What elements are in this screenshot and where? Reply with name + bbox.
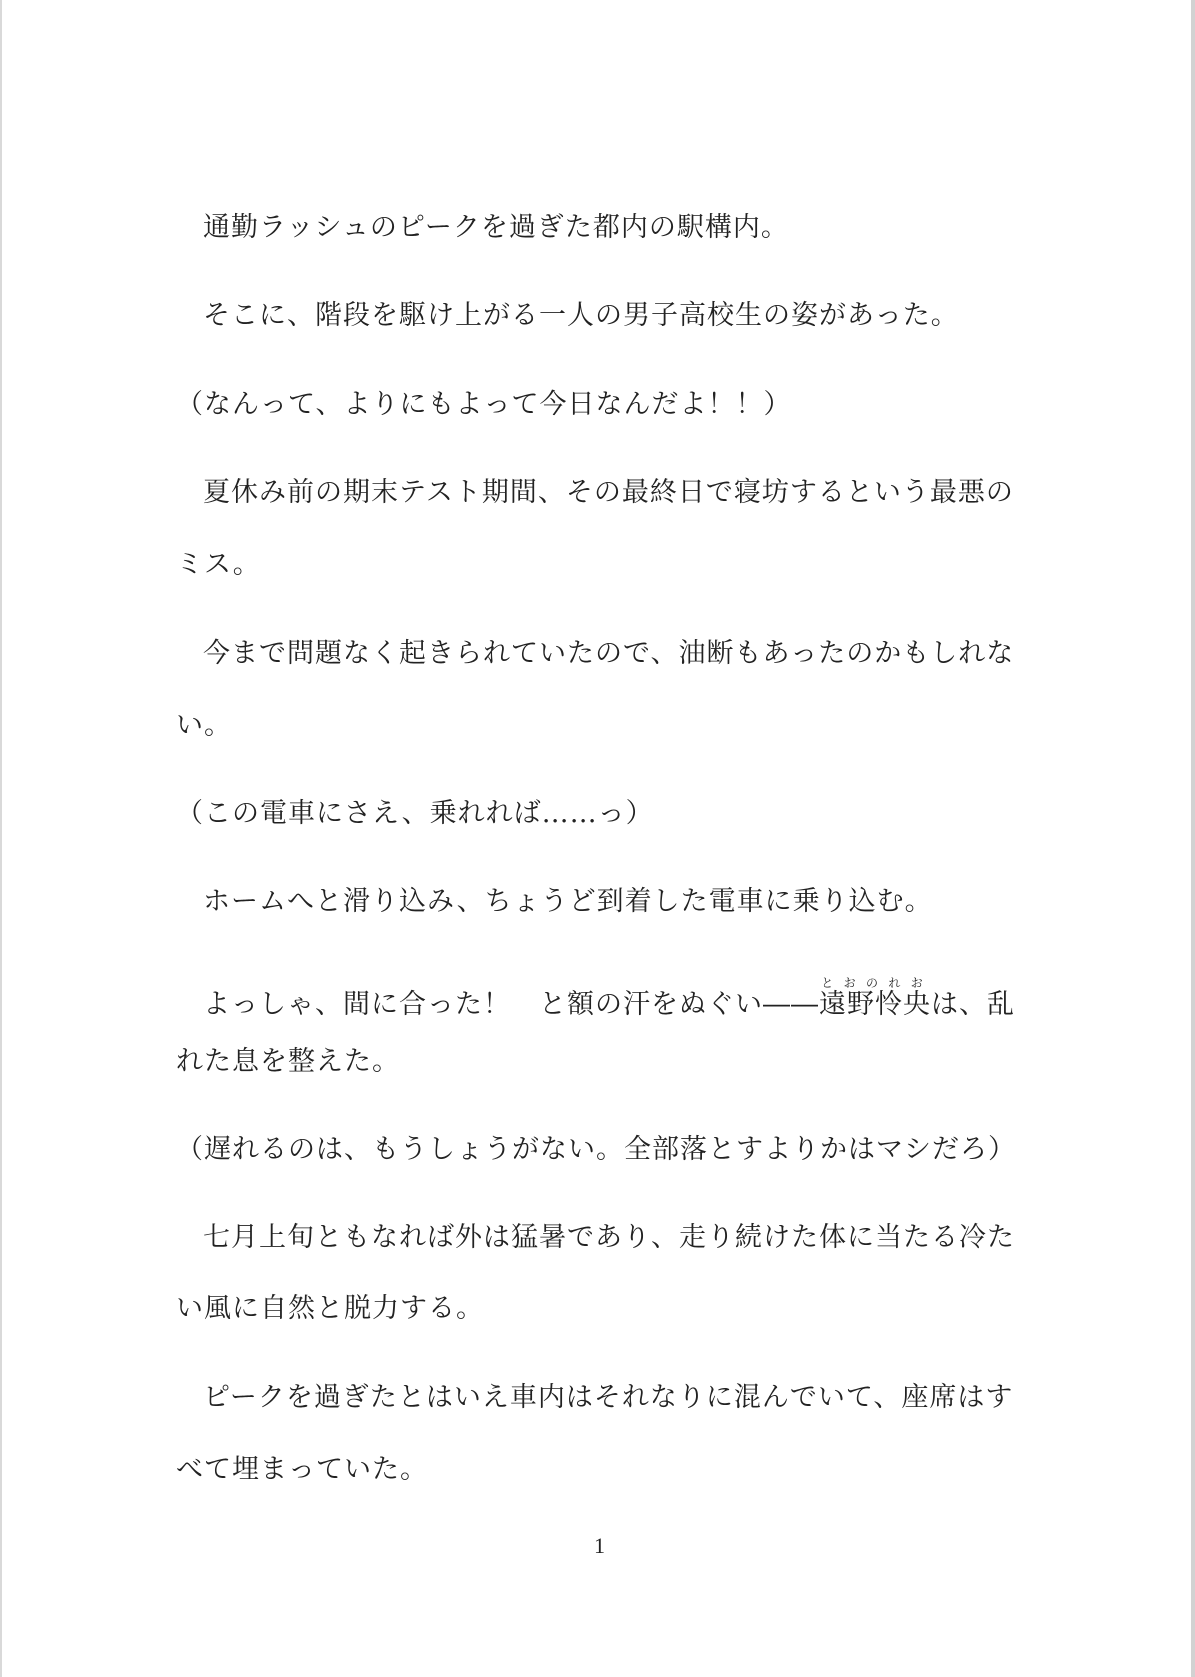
paragraph-continuation-line (176, 1293, 484, 1325)
paragraph-continuation-line (176, 1454, 428, 1486)
paragraph-line (176, 212, 789, 244)
paragraph-line (176, 1382, 1013, 1414)
paragraph-text: ピークを過ぎたとはいえ車内はそれなりに混んでいて、座席はす (203, 1382, 1014, 1413)
paragraph-line (176, 1222, 1015, 1254)
paragraph-text: よっしゃ、間に合った！ と額の汗をぬぐい―― (203, 989, 819, 1020)
paragraph-text: い風に自然と脱力する。 (176, 1293, 484, 1324)
paragraph-continuation-line (176, 710, 232, 742)
paragraph-continuation-line (176, 1046, 400, 1078)
paragraph-continuation-line (176, 549, 261, 581)
dialogue-text: （なんって、よりにもよって今日なんだよ！！） (176, 389, 792, 420)
paragraph-text: ホームへと滑り込み、ちょうど到着した電車に乗り込む。 (203, 886, 933, 917)
dialogue-line (176, 1134, 1016, 1166)
dialogue-line (176, 798, 654, 830)
paragraph-text: れた息を整えた。 (176, 1046, 400, 1077)
paragraph-line (176, 300, 959, 332)
paragraph-line (176, 976, 1015, 1021)
paragraph-text: 夏休み前の期末テスト期間、その最終日で寝坊するという最悪の (203, 477, 1014, 508)
paragraph-text: ミス。 (176, 549, 261, 580)
paragraph-text: い。 (176, 710, 232, 741)
page-number: 1 (594, 1533, 605, 1558)
paragraph-text: 通勤ラッシュのピークを過ぎた都内の駅構内。 (203, 212, 789, 243)
paragraph-text: 今まで問題なく起きられていたので、油断もあったのかもしれな (203, 638, 1015, 669)
dialogue-text: （遅れるのは、もうしょうがない。全部落とすよりかはマシだろ） (176, 1134, 1016, 1165)
character-name: 遠野怜央 (819, 989, 931, 1020)
paragraph-line (176, 886, 933, 918)
dialogue-line (176, 389, 791, 421)
furigana-reading: とおのれお (819, 976, 931, 990)
paragraph-text: 七月上旬ともなれば外は猛暑であり、走り続けた体に当たる冷た (203, 1222, 1015, 1253)
paragraph-text: は、乱 (931, 989, 1015, 1020)
paragraph-line (176, 477, 1014, 509)
character-name-ruby (819, 976, 931, 1020)
paragraph-text: そこに、階段を駆け上がる一人の男子高校生の姿があった。 (203, 300, 959, 331)
paragraph-text: べて埋まっていた。 (176, 1454, 428, 1485)
dialogue-text: （この電車にさえ、乗れれば……っ） (176, 798, 654, 829)
paragraph-line (176, 638, 1014, 670)
